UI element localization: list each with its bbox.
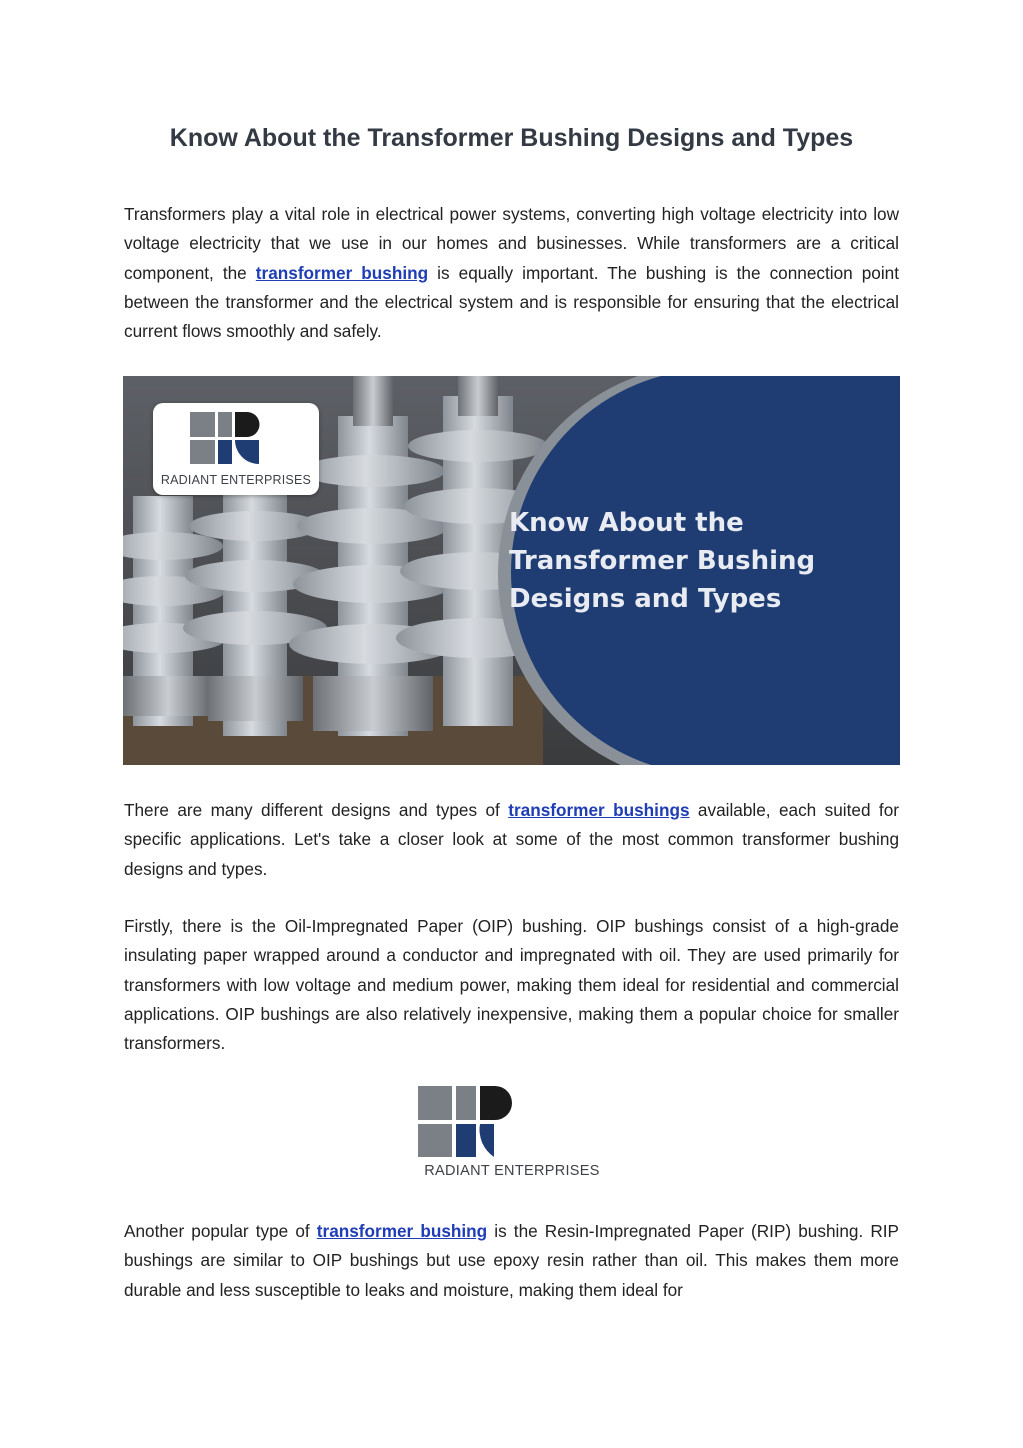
radiant-logo-icon — [416, 1086, 608, 1161]
transformer-bushing-link-2[interactable]: transformer bushing — [316, 1221, 488, 1241]
intro-text-start: Transformers play a vital role in electrical power systems, converting high voltage electricity into low voltage electricity that we use in our homes and businesses. While transformers are a critical component, the — [124, 204, 899, 283]
hero-banner-image — [123, 376, 900, 765]
banner-title — [509, 504, 889, 618]
transformer-bushing-link[interactable]: transformer bushing — [255, 262, 429, 283]
oip-paragraph: Firstly, there is the Oil-Impregnated Paper (OIP) bushing. OIP bushings consist of a high-grade insulating paper wrapped around a conductor and impregnated with oil. They are used primarily for transformers with low voltage and medium power, making them ideal for residential and commercial applications. OIP bushings are also relatively inexpensive, making them a popular choice for smaller transformers. — [124, 916, 899, 1054]
rip-text-start: Another popular type of — [124, 1221, 317, 1241]
page-title: Know About the Transformer Bushing Designs and Types — [169, 124, 854, 152]
intro-paragraph — [124, 200, 899, 346]
banner-title-line-1: Know About the — [509, 508, 744, 538]
banner-title-line-2: Transformer Bushing — [509, 546, 816, 576]
center-logo-text: RADIANT ENTERPRISES — [424, 1163, 600, 1179]
banner-logo-text: RADIANT ENTERPRISES — [160, 473, 312, 487]
radiant-logo-icon — [153, 403, 319, 473]
rip-text-end: is the Resin-Impregnated Paper (RIP) bushing. RIP bushings are similar to OIP bushings but use epoxy resin rather than oil. This makes them more durable and less susceptible to leaks and moisture, making them ideal for — [124, 1221, 899, 1300]
rip-paragraph — [124, 1217, 899, 1305]
intro-text-end: is equally important. The bushing is the connection point between the transformer and the electrical system and is responsible for ensuring that the electrical current flows smoothly and safely. — [124, 262, 900, 342]
center-logo — [416, 1086, 608, 1186]
banner-title-line-3: Designs and Types — [509, 584, 782, 614]
transformer-bushings-link[interactable]: transformer bushings — [508, 800, 690, 820]
designs-paragraph — [124, 796, 899, 884]
designs-text-end: available, each suited for specific applications. Let's take a closer look at some of the most common transformer bushing designs and types. — [124, 800, 899, 879]
banner-logo-card — [153, 403, 319, 495]
designs-text-start: There are many different designs and types of — [124, 800, 509, 820]
